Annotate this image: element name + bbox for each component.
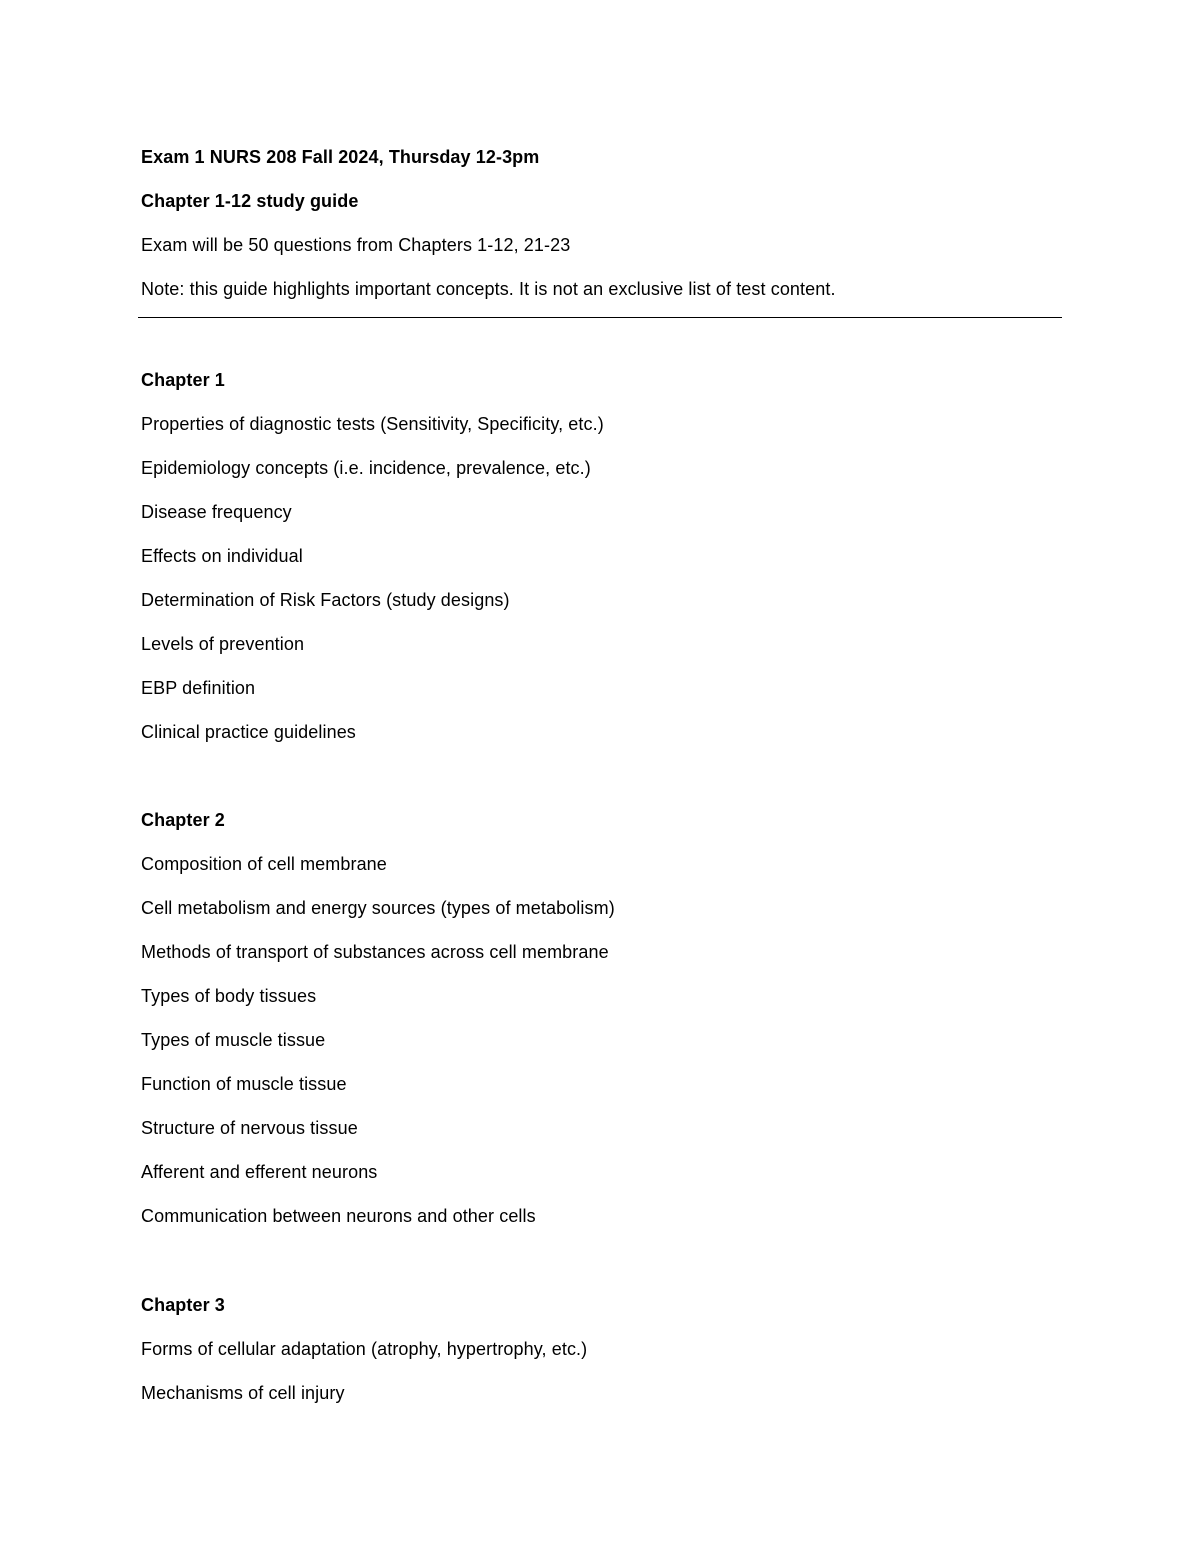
list-item: Forms of cellular adaptation (atrophy, hypertrophy, etc.) [141,1339,588,1359]
list-item: Methods of transport of substances across cell membrane [141,942,609,962]
list-item: Communication between neurons and other cells [141,1206,536,1226]
list-item: Clinical practice guidelines [141,722,356,742]
list-item: Mechanisms of cell injury [141,1383,345,1403]
exam-info: Exam will be 50 questions from Chapters 1-12, 21-23 [141,235,571,255]
list-item: Determination of Risk Factors (study designs) [141,590,510,610]
list-item: EBP definition [141,678,256,698]
list-item: Composition of cell membrane [141,854,387,874]
list-item: Properties of diagnostic tests (Sensitivity, Specificity, etc.) [141,414,604,434]
horizontal-divider [138,317,1062,318]
chapter-heading: Chapter 3 [141,1295,225,1315]
list-item: Types of muscle tissue [141,1030,326,1050]
chapter-heading: Chapter 1 [141,370,225,390]
list-item: Effects on individual [141,546,303,566]
list-item: Disease frequency [141,502,292,522]
chapter-heading: Chapter 2 [141,810,225,830]
list-item: Afferent and efferent neurons [141,1162,378,1182]
list-item: Structure of nervous tissue [141,1118,358,1138]
list-item: Epidemiology concepts (i.e. incidence, prevalence, etc.) [141,458,591,478]
note-text: Note: this guide highlights important concepts. It is not an exclusive list of test content. [141,279,836,299]
document-subtitle: Chapter 1-12 study guide [141,191,359,211]
document-title: Exam 1 NURS 208 Fall 2024, Thursday 12-3pm [141,147,540,167]
list-item: Cell metabolism and energy sources (types of metabolism) [141,898,615,918]
list-item: Types of body tissues [141,986,317,1006]
list-item: Levels of prevention [141,634,305,654]
list-item: Function of muscle tissue [141,1074,347,1094]
